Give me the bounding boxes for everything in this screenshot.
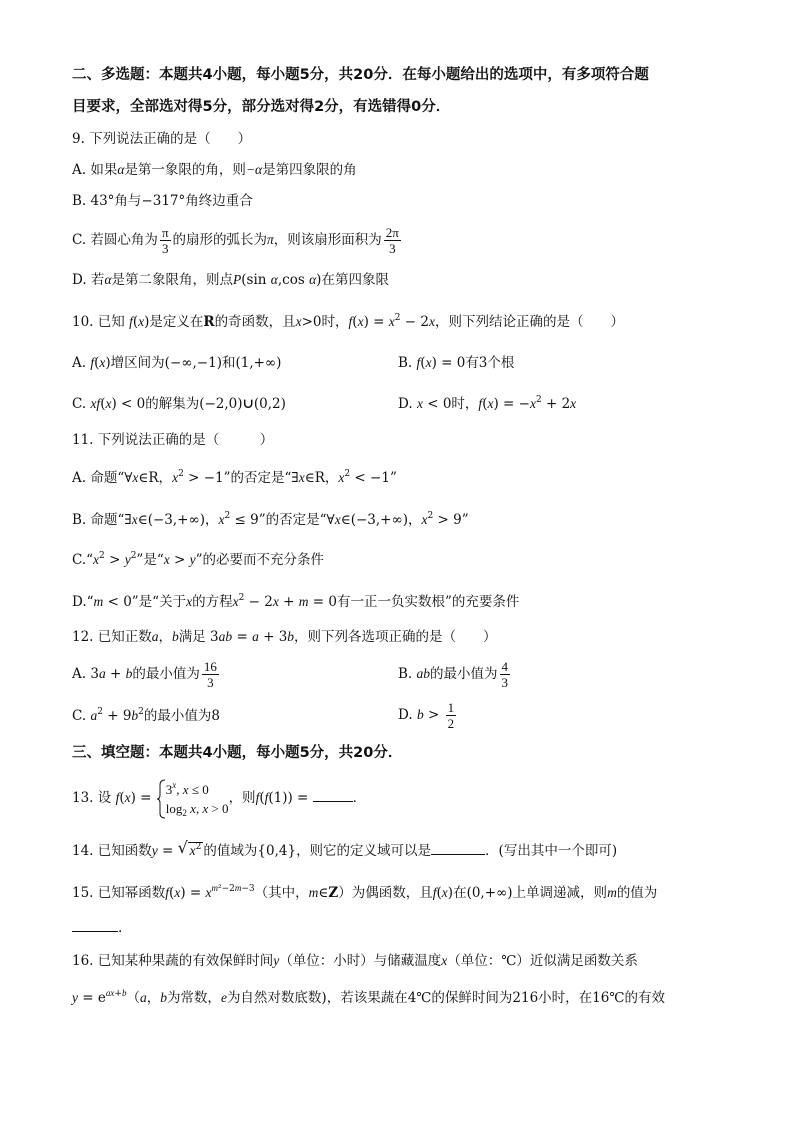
text: 的解集为 bbox=[145, 396, 200, 412]
fraction: $\frac{\pi}{3}$ bbox=[161, 225, 169, 256]
question-10-option-d: D. x < 0时，$f(x) = -x^2 + 2x$ bbox=[398, 395, 577, 412]
text: 是第二象限角，则点 bbox=[111, 272, 234, 288]
question-11-stem: 11. 下列说法正确的是（ ） bbox=[72, 432, 274, 448]
text: 在第四象限 bbox=[321, 272, 389, 288]
question-12-option-d: D. b > $\frac{1}{2}$ bbox=[398, 700, 455, 731]
question-9-option-a: A. 如果α是第一象限的角，则−α是第四象限的角 bbox=[72, 162, 357, 178]
text: （单位：℃）近似满足函数关系 bbox=[447, 953, 638, 969]
text: D.“ bbox=[72, 594, 94, 610]
fraction: $\frac{16}{3}$ bbox=[203, 659, 217, 690]
text: ，则 bbox=[228, 790, 256, 806]
question-11-option-c: $C.“x^2 > y^2$”是“x > y”的必要而不充分条件 bbox=[72, 551, 325, 568]
question-11-option-b: B. 命题“∃x∈(−3,+∞)，$x^2 \le 9$”的否定是“∀x∈(−3,+∞)，$x^2 > 9$” bbox=[72, 511, 469, 528]
piecewise-cases: 3$^x$, x ≤ 0 $\log_2 x$, x > 0 bbox=[165, 779, 229, 818]
text: ．(写出其中一个即可) bbox=[485, 843, 618, 859]
text: ，则该扇形面积为 bbox=[273, 232, 382, 248]
text: ． bbox=[352, 790, 367, 806]
text: （单位：小时）与储藏温度 bbox=[279, 953, 442, 969]
text: ” bbox=[389, 470, 397, 486]
answer-blank bbox=[313, 801, 353, 802]
fraction: $\frac{1}{2}$ bbox=[447, 700, 455, 731]
question-11-option-a: A. 命题“∀x∈R，$x^2 > -1$”的否定是“∃x∈R，$x^2 < -1$” bbox=[72, 469, 397, 486]
text: 是第四象限的角 bbox=[262, 162, 357, 178]
answer-blank bbox=[431, 854, 485, 855]
text: 的值为 bbox=[616, 885, 658, 901]
text: 为自然对数底数)，若该果蔬在4℃的保鲜时间为216小时，在16℃的有效 bbox=[226, 990, 665, 1006]
text: C. bbox=[72, 708, 91, 724]
text: B. bbox=[398, 355, 417, 371]
section-2-heading-cont: 目要求，全部选对得5分，部分选对得2分，有选错得0分． bbox=[72, 99, 451, 115]
text: ）为偶函数，且 bbox=[338, 885, 433, 901]
text: 的最小值为8 bbox=[143, 708, 220, 724]
fraction: $\frac{4}{3}$ bbox=[501, 659, 509, 690]
text: A. 命题“ bbox=[72, 470, 125, 486]
text: 为常数， bbox=[166, 990, 221, 1006]
question-10-stem: 10. 已知 f(x)是定义在R的奇函数，且x>0时，$f(x) = x^2 - 2x$，则下列结论正确的是（ ） bbox=[72, 313, 624, 330]
text: 上单调递减，则 bbox=[512, 885, 608, 901]
question-14: 14. 已知函数y = √ $x^2$ 的值域为{0,4}，则它的定义域可以是 ．(写出其中一个即可) bbox=[72, 838, 618, 859]
question-9-stem: 9. 下列说法正确的是（ ） bbox=[72, 131, 252, 147]
answer-blank bbox=[72, 931, 118, 932]
text: D. 若 bbox=[72, 272, 105, 288]
text: 的方程 bbox=[192, 594, 233, 610]
text: 是第一象限的角，则 bbox=[124, 162, 246, 178]
section-3-heading: 三、填空题：本题共4小题，每小题5分，共20分． bbox=[72, 745, 403, 761]
text: ”的否定是“ bbox=[258, 512, 327, 528]
text: ”的否定是“ bbox=[223, 470, 292, 486]
text: 在 bbox=[453, 885, 467, 901]
question-12-option-a: A. 3a + b的最小值为 $\frac{16}{3}$ bbox=[72, 659, 217, 690]
text: ”的必要而不充分条件 bbox=[195, 552, 325, 568]
question-13: 13. 设 f(x) = 3$^x$, x ≤ 0 $\log_2 x$, x > 0 ，则f(f(1)) = ． bbox=[72, 779, 367, 818]
question-12-option-b: B. ab的最小值为 $\frac{4}{3}$ bbox=[398, 659, 509, 690]
question-11-option-d: D.“m < 0”是“关于x的方程$x^2 - 2x + m = 0$有一正一负实数根”的充要条件 bbox=[72, 593, 520, 610]
text: 和 bbox=[221, 355, 236, 371]
text: 的最小值为 bbox=[132, 666, 200, 682]
text: 16. 已知某种果蔬的有效保鲜时间 bbox=[72, 953, 274, 969]
question-16-line-1: 16. 已知某种果蔬的有效保鲜时间y（单位：小时）与储藏温度x（单位：℃）近似满足函数关系 bbox=[72, 953, 638, 969]
text: 15. 已知幂函数 bbox=[72, 885, 166, 901]
question-16-line-2: $y = e^{ax+b}(a$，b为常数，e为自然对数底数)，若该果蔬在4℃的保鲜时间为216小时，在16℃的有效 bbox=[72, 988, 665, 1006]
question-15-blank-line: . bbox=[72, 918, 122, 938]
text: C. 若圆心角为 bbox=[72, 232, 158, 248]
text: D. bbox=[398, 396, 417, 412]
question-10-option-c: C. xf(x) < 0的解集为(−2,0)∪(0,2) bbox=[72, 396, 286, 412]
text: 10. 已知 bbox=[72, 314, 125, 330]
question-9-option-b: B. 43°角与−317°角终边重合 bbox=[72, 193, 253, 209]
question-9-option-d: D. 若α是第二象限角，则点P(sin α,cos α)在第四象限 bbox=[72, 272, 389, 288]
text: 时， bbox=[321, 314, 349, 330]
text: B. 命题“ bbox=[72, 512, 125, 528]
question-15: 15. 已知幂函数$f(x) = x^{m^2-2m-3}$（其中，m∈Z）为偶函数，且f(x)在(0,+∞)上单调递减，则m的值为 bbox=[72, 883, 658, 901]
text: B. bbox=[398, 666, 417, 682]
text: 时， bbox=[451, 396, 479, 412]
text: 有3个根 bbox=[465, 355, 515, 371]
text: A. bbox=[72, 666, 91, 682]
text: （ bbox=[126, 990, 140, 1006]
text: D. bbox=[398, 707, 417, 723]
text: （其中， bbox=[254, 885, 309, 901]
text: 的最小值为 bbox=[430, 666, 498, 682]
text: ”是“ bbox=[136, 552, 164, 568]
text: 增区间为 bbox=[110, 355, 165, 371]
question-12-option-c: C. $a^2 + 9b^2$的最小值为8 bbox=[72, 707, 220, 724]
text: ，则它的定义域可以是 bbox=[296, 843, 432, 859]
text: R bbox=[203, 314, 215, 330]
text: 12. 已知正数 bbox=[72, 629, 152, 645]
question-10-option-a: A. f(x)增区间为(−∞,−1)和(1,+∞) bbox=[72, 355, 282, 371]
text: 是定义在 bbox=[149, 314, 204, 330]
text: ”是“关于 bbox=[131, 594, 187, 610]
text: 满足 bbox=[178, 629, 206, 645]
text: A. bbox=[72, 355, 91, 371]
text: ” bbox=[461, 512, 469, 528]
text: ，则下列各选项正确的是（ ） bbox=[294, 629, 497, 645]
text: 的奇函数，且 bbox=[214, 314, 296, 330]
text: C. bbox=[72, 396, 91, 412]
text: A. 如果 bbox=[72, 162, 118, 178]
sqrt: √ $x^2$ bbox=[177, 838, 202, 858]
text: C.“ bbox=[72, 552, 94, 568]
brace-icon bbox=[156, 779, 166, 819]
question-12-stem: 12. 已知正数a，b满足 3ab = a + 3b，则下列各选项正确的是（ ） bbox=[72, 629, 497, 645]
question-10-option-b: B. f(x) = 0有3个根 bbox=[398, 355, 515, 371]
text: 14. 已知函数 bbox=[72, 843, 152, 859]
question-9-option-c: C. 若圆心角为 $\frac{\pi}{3}$ 的扇形的弧长为π，则该扇形面积为 $\frac{2\pi}{3}$ bbox=[72, 225, 399, 256]
section-2-heading: 二、多选题：本题共4小题，每小题5分，共20分．在每小题给出的选项中，有多项符合题 bbox=[72, 67, 649, 83]
text: 13. 设 bbox=[72, 790, 112, 806]
fraction: $\frac{2\pi}{3}$ bbox=[385, 225, 399, 256]
text: ，则下列结论正确的是（ ） bbox=[434, 314, 624, 330]
text: 的值域为 bbox=[203, 843, 258, 859]
text: 有一正一负实数根”的充要条件 bbox=[336, 594, 520, 610]
text: 的扇形的弧长为 bbox=[172, 232, 268, 248]
